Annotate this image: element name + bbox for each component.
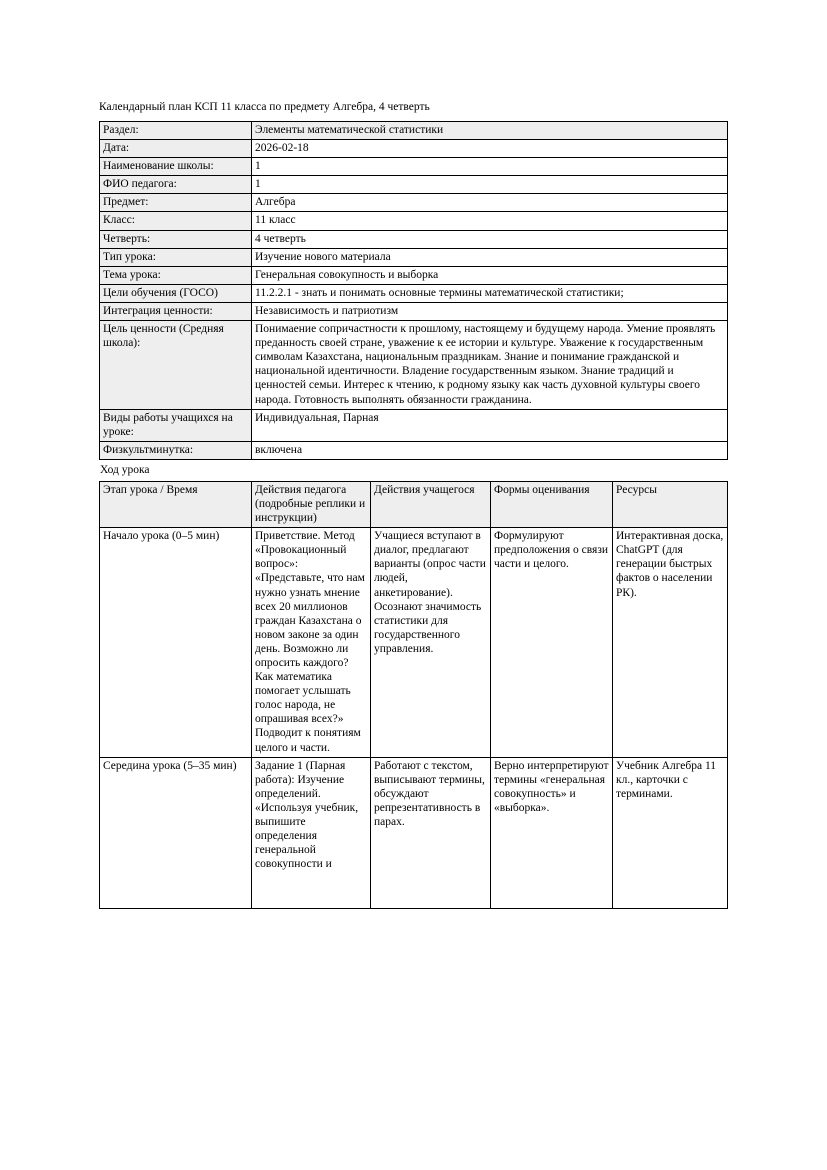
info-row-value: 1 (252, 158, 728, 176)
column-header: Ресурсы (613, 481, 728, 527)
lesson-flow-table-head (100, 481, 728, 527)
stage-cell: Начало урока (0–5 мин) (100, 528, 252, 758)
column-header: Действия педагога (подробные реплики и инструкции) (252, 481, 371, 527)
info-row-label: Предмет: (100, 194, 252, 212)
info-row-label: Класс: (100, 212, 252, 230)
table-row (100, 158, 728, 176)
info-row-label: Тема урока: (100, 266, 252, 284)
info-row-value: включена (252, 441, 728, 459)
student-actions-cell: Учащиеся вступают в диалог, предлагают варианты (опрос части людей, анкетирование). Осознают значимость статистики для государственного управления. (371, 528, 491, 758)
table-row (100, 176, 728, 194)
assessment-cell: Формулируют предположения о связи части и целого. (491, 528, 613, 758)
column-header: Действия учащегося (371, 481, 491, 527)
info-row-value: Изучение нового материала (252, 248, 728, 266)
column-header: Этап урока / Время (100, 481, 252, 527)
table-row (100, 409, 728, 441)
lesson-flow-table (99, 481, 728, 909)
assessment-cell: Верно интерпретируют термины «генеральная совокупность» и «выборка». (491, 757, 613, 908)
page-title: Календарный план КСП 11 класса по предмету Алгебра, 4 четверть (99, 101, 430, 113)
resources-cell: Учебник Алгебра 11 кл., карточки с терминами. (613, 757, 728, 908)
table-row (100, 212, 728, 230)
info-row-value: Понимаение сопричастности к прошлому, настоящему и будущему народа. Умение проявлять преданность своей стране, уважение к ее истории и культуре. Уважение к государственным символам Казахстана, национальным праздникам. Знание и понимание гражданской и национальной идентичности. Владение государственным языком. Знание традиций и ценностей семьи. Интерес к чтению, к родному языку как часть духовной культуры своего народа. Готовность выполнять обязанности гражданина. (252, 321, 728, 410)
info-row-value: 11 класс (252, 212, 728, 230)
student-actions-cell: Работают с текстом, выписывают термины, обсуждают репрезентативность в парах. (371, 757, 491, 908)
info-row-value: Элементы математической статистики (252, 122, 728, 140)
table-row (100, 140, 728, 158)
table-row (100, 321, 728, 410)
lesson-flow-table-body (100, 528, 728, 909)
info-row-value: 1 (252, 176, 728, 194)
info-row-label: Физкультминутка: (100, 441, 252, 459)
table-row (100, 757, 728, 908)
info-row-value: Генеральная совокупность и выборка (252, 266, 728, 284)
info-row-value: Алгебра (252, 194, 728, 212)
section-caption-lesson-flow: Ход урока (100, 463, 150, 476)
info-row-label: Раздел: (100, 122, 252, 140)
stage-cell: Середина урока (5–35 мин) (100, 757, 252, 908)
lesson-info-table (99, 121, 728, 460)
info-row-label: Четверть: (100, 230, 252, 248)
table-row (100, 284, 728, 302)
table-header-row (100, 481, 728, 527)
info-row-value: 4 четверть (252, 230, 728, 248)
table-row (100, 302, 728, 320)
info-row-label: Цель ценности (Средняя школа): (100, 321, 252, 410)
table-row (100, 230, 728, 248)
info-row-value: Индивидуальная, Парная (252, 409, 728, 441)
teacher-actions-cell: Приветствие. Метод «Провокационный вопрос»: «Представьте, что нам нужно узнать мнение всех 20 миллионов граждан Казахстана о новом законе за один день. Возможно ли опросить каждого? Как математика помогает услышать голос народа, не опрашивая всех?» Подводит к понятиям целого и части. (252, 528, 371, 758)
teacher-actions-cell: Задание 1 (Парная работа): Изучение определений. «Используя учебник, выпишите определения генеральной совокупности и (252, 757, 371, 908)
resources-cell: Интерактивная доска, ChatGPT (для генерации быстрых фактов о населении РК). (613, 528, 728, 758)
info-row-label: Дата: (100, 140, 252, 158)
table-row (100, 528, 728, 758)
table-row (100, 266, 728, 284)
column-header: Формы оценивания (491, 481, 613, 527)
info-row-label: Тип урока: (100, 248, 252, 266)
info-row-label: ФИО педагога: (100, 176, 252, 194)
info-row-value: 2026-02-18 (252, 140, 728, 158)
table-row (100, 441, 728, 459)
info-row-value: 11.2.2.1 - знать и понимать основные термины математической статистики; (252, 284, 728, 302)
info-row-label: Интеграция ценности: (100, 302, 252, 320)
info-row-label: Наименование школы: (100, 158, 252, 176)
info-row-label: Виды работы учащихся на уроке: (100, 409, 252, 441)
lesson-info-table-body (100, 122, 728, 460)
info-row-value: Независимость и патриотизм (252, 302, 728, 320)
table-row (100, 122, 728, 140)
table-row (100, 194, 728, 212)
table-row (100, 248, 728, 266)
info-row-label: Цели обучения (ГОСО) (100, 284, 252, 302)
